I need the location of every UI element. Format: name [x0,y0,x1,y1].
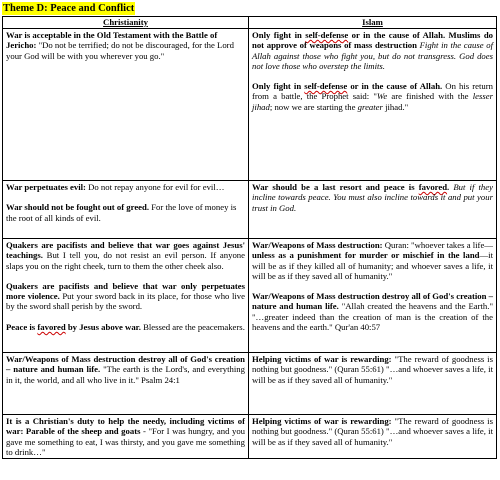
column-header-christianity: Christianity [3,17,249,29]
cell-paragraph [252,291,493,332]
bold-text: Only fight in [252,30,306,40]
cell-paragraph [252,81,493,112]
bold-text: favored [37,321,66,332]
column-header-islam: Islam [249,17,497,29]
bold-text: self-defense [304,81,348,92]
cell-paragraph [6,30,245,61]
italic-text: Fight in the cause of Allah against those who fight you, but do not transgress. God does not love those who overstep the limits. [252,40,493,71]
table-row [3,415,497,459]
bold-text: Only fight in [252,81,305,92]
italic-text: lesser jihad [252,91,493,112]
islam-cell [249,181,497,239]
bold-text: War perpetuates evil: [6,182,86,192]
body-text: On his return from a battle, the Prophet said: " [252,81,494,102]
body-text: Put your sword back in its place, for those who live by the sword shall perish by the sword. [6,291,245,312]
table-header-row [3,17,497,29]
table-row [3,353,497,415]
bold-text: War/Weapons of Mass destruction destroy all of God's creation – nature and human life. [252,291,493,312]
body-text: Do not repay anyone for evil for evil… [85,182,225,192]
bold-text: self-defense [305,30,349,40]
body-text: For the love of money is the root of all kinds of evil. [6,202,237,223]
bold-text: Helping victims of war is rewarding: [252,416,392,426]
cell-paragraph [6,182,245,192]
cell-paragraph [252,30,493,71]
italic-text: But if they incline towards peace. You must also incline towards it and put your trust in God. [252,182,493,213]
bold-text: favored [418,182,448,192]
cell-paragraph [6,202,245,223]
bold-text: by Jesus above war. [65,321,141,332]
islam-cell [249,353,497,415]
table-row [3,181,497,239]
cell-paragraph [252,416,493,447]
bold-text: War/Weapons of Mass destruction: [252,240,383,250]
body-text: —it will be as if they killed all of humanity; and whoever saves a life, it will be as if they saved all of humanity." [252,250,493,281]
table-row [3,239,497,353]
body-text: "Allah created the heavens and the Earth." "…greater indeed than the creation of man is the creation of the heavens and the earth." Qur'an 40:57 [252,301,493,333]
body-text: ; now we are starting the [269,101,358,112]
body-text: "The reward of goodness is nothing but goodness." (Quran 55:61) "…and whoever saves a life, it will be as if they saved all of humanity." [252,416,493,447]
islam-cell [249,415,497,459]
body-text: "Do not be terrified; do not be discouraged, for the Lord your God will be with you wherever you go." [6,40,234,61]
cell-paragraph [6,240,245,271]
body-text: Blessed are the peacemakers. [140,321,245,332]
bold-text: . [447,182,450,192]
cell-paragraph [6,354,245,385]
body-text: "The earth is the Lord's, and everything in it, the world, and all who live in it." Psalm 24:1 [6,364,245,385]
islam-cell [249,29,497,181]
body-text: Quran: "whoever takes a life— [382,240,493,250]
body-text: are finished with the [387,91,473,102]
bold-text: or in the cause of Allah. [347,81,443,92]
bold-text: War/Weapons of Mass destruction destroy all of God's creation – nature and human life. [6,354,245,375]
cell-paragraph [6,416,245,457]
body-text: "The reward of goodness is nothing but goodness." (Quran 55:61) "…and whoever saves a life, it will be as if they saved all of humanity." [252,354,493,385]
italic-text: greater [357,101,383,112]
body-text: jihad." [382,101,409,112]
christianity-cell [3,181,249,239]
italic-text: We [376,91,388,102]
bold-text: It is a Christian's duty to help the needy, including victims of war: Parable of the sheep and goats [6,416,245,437]
bold-text: Peace is [6,321,38,332]
bold-text: War should not be fought out of greed. [6,202,150,213]
bold-text: unless as a punishment for murder or mischief in the land [252,250,480,261]
christianity-cell [3,353,249,415]
bold-text: or in the cause of Allah. Muslims do not approve of weapons of mass destruction [252,30,493,51]
cell-paragraph [252,182,493,213]
body-text: - "For I was hungry, and you gave me something to eat, I was thirsty, and you gave me something to drink…" [6,426,246,457]
cell-paragraph [6,322,245,332]
cell-paragraph [252,240,493,281]
bold-text: Helping victims of war is rewarding: [252,354,392,364]
body-text: But I tell you, do not resist an evil person. If anyone slaps you on the right cheek, turn to them the other cheek also. [6,250,245,271]
bold-text: Quakers are pacifists and believe that war goes against Jesus' teachings. [6,240,245,261]
cell-paragraph [252,354,493,385]
islam-cell [249,239,497,353]
christianity-cell [3,415,249,459]
bold-text: Quakers are pacifists and believe that war only perpetuates more violence. [6,280,245,302]
cell-paragraph [6,281,245,312]
bold-text: War is acceptable in the Old Testament with the Battle of Jericho: [6,30,218,51]
comparison-table [2,16,497,459]
table-row [3,29,497,181]
document-title: Theme D: Peace and Conflict [3,3,135,14]
christianity-cell [3,29,249,181]
bold-text: War should be a last resort and peace is [252,182,419,192]
christianity-cell [3,239,249,353]
